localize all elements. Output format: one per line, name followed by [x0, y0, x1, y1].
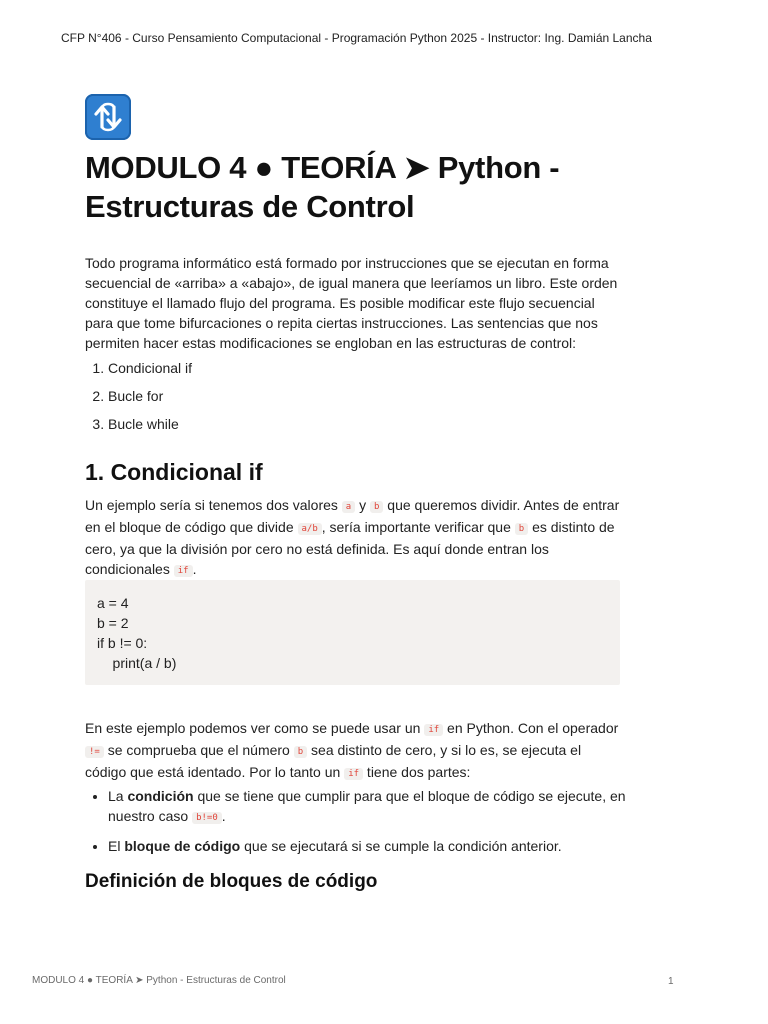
inline-code: a — [342, 501, 355, 513]
inline-code: if — [344, 768, 363, 780]
section-heading-if: 1. Condicional if — [85, 459, 263, 485]
inline-code: if — [174, 565, 193, 577]
code-block — [85, 580, 620, 685]
list-item: 2. Bucle for — [108, 386, 192, 414]
inline-code: b!=0 — [192, 812, 222, 824]
subsection-heading: Definición de bloques de código — [85, 871, 378, 892]
page-number: 1 — [668, 976, 674, 987]
page-footer: MODULO 4 ● TEORÍA ➤ Python - Estructuras de Control — [32, 975, 286, 986]
inline-code: b — [370, 501, 383, 513]
list-item: • La condición que se tiene que cumplir para que el bloque de código se ejecute, en nuestro caso b!=0 . — [108, 786, 643, 828]
title-line-2: Estructuras de Control — [85, 189, 415, 224]
if-parts-list — [85, 786, 643, 864]
list-item: 1. Condicional if — [108, 358, 192, 386]
page-title — [85, 148, 645, 226]
if-example-paragraph: Un ejemplo sería si tenemos dos valores a y b que queremos dividir. Antes de entrar en el bloque de código que divide a/b , sería importante verificar que b es distinto de cero, ya que la división por cero no está definida. Es aquí donde entran los condicionales if . — [85, 497, 620, 577]
title-line-1: MODULO 4 ● TEORÍA ➤ Python - — [85, 150, 560, 185]
control-structures-list — [85, 358, 192, 442]
list-item: • El bloque de código que se ejecutará si se cumple la condición anterior. — [108, 836, 643, 856]
if-explanation-paragraph: En este ejemplo podemos ver como se puede usar un if en Python. Con el operador != se comprueba que el número b sea distinto de cero, y si lo es, se ejecuta el código que está identado. Por lo tanto un if tiene dos partes: — [85, 720, 619, 780]
repeat-arrows-icon — [85, 94, 131, 140]
intro-paragraph: Todo programa informático está formado por instrucciones que se ejecutan en forma secuencial de «arriba» a «abajo», de igual manera que leeríamos un libro. Este orden constituye el llamado flujo del programa. Es posible modificar este flujo secuencial para que tome bifurcaciones o repita ciertas instrucciones. Las sentencias que nos permiten hacer estas modificaciones se engloban en las estructuras de control: — [85, 255, 618, 351]
inline-code: != — [85, 746, 104, 758]
inline-code: b — [294, 746, 307, 758]
code-text: a = 4 b = 2 if b != 0: print(a / b) — [97, 595, 177, 671]
inline-code: b — [515, 523, 528, 535]
inline-code: if — [424, 724, 443, 736]
inline-code: a/b — [298, 523, 322, 535]
page-header: CFP N°406 - Curso Pensamiento Computacional - Programación Python 2025 - Instructor: Ing. Damián Lancha — [61, 31, 652, 45]
list-item: 3. Bucle while — [108, 414, 192, 442]
